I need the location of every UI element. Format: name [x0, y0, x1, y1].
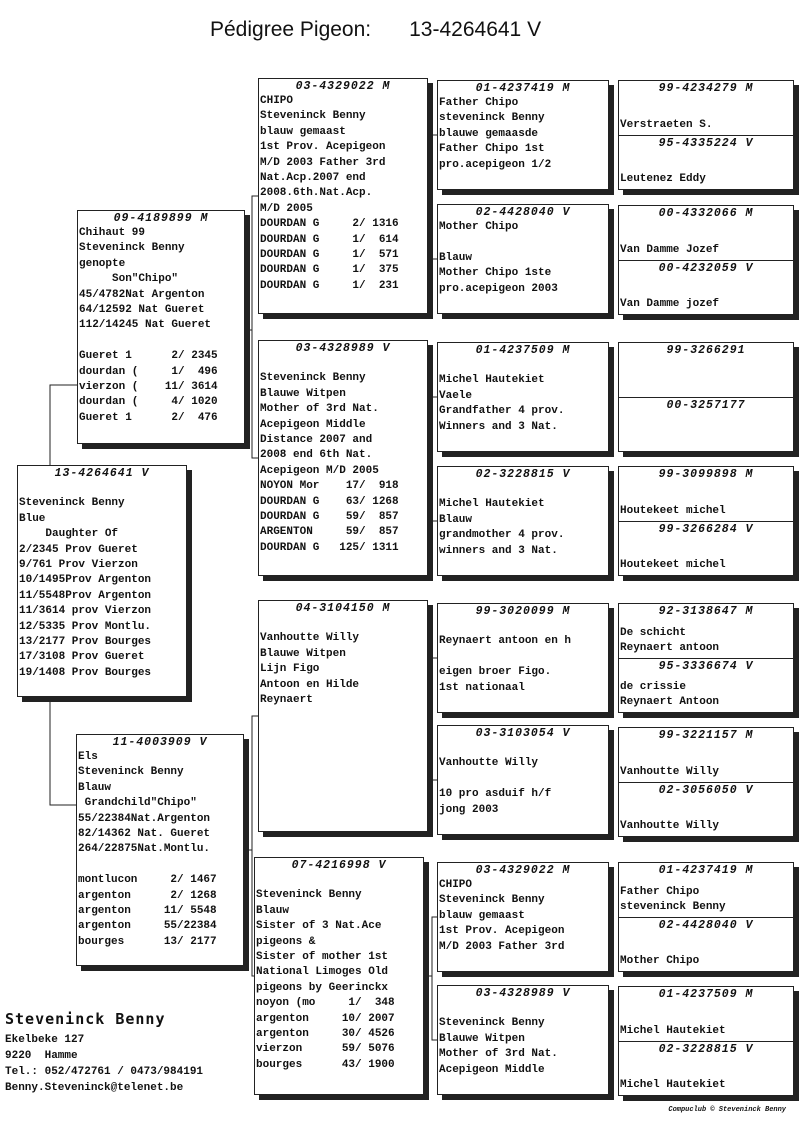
pigeon-info-line: argenton 55/22384 [78, 920, 217, 933]
pigeon-info-line: DOURDAN G 1/ 571 [260, 249, 399, 262]
pigeon-info-line [619, 489, 620, 504]
great-grandparent-card [437, 985, 609, 1095]
hen-entry [619, 782, 793, 836]
great-grandparent-card [437, 342, 609, 452]
pigeon-info-line: Van Damme Jozef [620, 243, 720, 256]
pigeon-info-line: 2008 end 6th Nat. [260, 449, 373, 462]
ring-number: 02-3056050 V [658, 784, 754, 797]
title-ring: 13-4264641 V [409, 18, 542, 41]
pigeon-info-line [259, 356, 427, 371]
pigeon-info-line: genopte [79, 257, 126, 270]
pigeon-info-line: 11/3614 prov Vierzon [19, 605, 152, 618]
pigeon-info-line: Blauwe Witpen [439, 1032, 525, 1045]
pigeon-info-line: dourdan ( 4/ 1020 [79, 396, 218, 409]
pigeon-info-line: dourdan ( 1/ 496 [79, 365, 218, 378]
great-grandparent-card [437, 725, 609, 835]
pigeon-info-line: 55/22384Nat.Argenton [78, 812, 211, 825]
owner-name: Steveninck Benny [5, 1010, 166, 1028]
owner-city: 9220 Hamme [5, 1050, 78, 1062]
pigeon-info-line: montlucon 2/ 1467 [78, 874, 217, 887]
ring-number: 01-4237419 M [658, 864, 754, 877]
pigeon-info-line: DOURDAN G 1/ 375 [260, 264, 399, 277]
pigeon-info-line: Gueret 1 2/ 476 [79, 411, 218, 424]
hen-entry [619, 397, 793, 451]
grandparent-card [258, 78, 428, 314]
pigeon-info-line [619, 228, 620, 243]
great-great-grandparents-pair [618, 862, 794, 972]
pigeon-info-line: Reynaert antoon [620, 641, 720, 654]
ring-number: 95-3336674 V [658, 660, 754, 673]
cock-entry [619, 467, 793, 521]
pigeon-info-line: Vanhoutte Willy [620, 765, 720, 778]
pigeon-info-line: Acepigeon M/D 2005 [260, 464, 379, 477]
pigeon-info-line: Mother of 3rd Nat. [260, 403, 379, 416]
pigeon-info-line [77, 858, 243, 873]
pigeon-info-line [619, 804, 620, 819]
pigeon-info-line: Van Damme jozef [620, 297, 720, 310]
ring-number: 00-3257177 [666, 399, 746, 412]
pigeon-info-line [619, 282, 620, 297]
pigeon-info-line [18, 481, 186, 496]
pigeon-info-line: Blauwe Witpen [260, 387, 346, 400]
hen-entry [619, 135, 793, 189]
dam-card [76, 734, 244, 966]
ring-number: 95-4335224 V [658, 137, 754, 150]
ring-number: 01-4237509 M [658, 988, 754, 1001]
pigeon-info-line: Steveninck Benny [439, 894, 545, 907]
ring-number: 99-4234279 M [658, 82, 754, 95]
cock-entry [619, 987, 793, 1041]
pigeon-info-line [78, 334, 244, 349]
pigeon-info-line: Mother Chipo [620, 954, 700, 967]
pigeon-info-line: 12/5335 Prov Montlu. [19, 620, 152, 633]
pigeon-info-line: noyon (mo 1/ 348 [256, 997, 395, 1010]
pigeon-info-line: Steveninck Benny [79, 242, 185, 255]
pigeon-info-line: Michel Hautekiet [439, 498, 545, 511]
pigeon-info-line: M/D 2003 Father 3rd [439, 940, 565, 953]
ring-number: 99-3221157 M [658, 729, 754, 742]
great-grandparent-card [437, 603, 609, 713]
pigeon-info-line: Mother Chipo [439, 221, 519, 233]
great-grandparent-card [437, 204, 609, 314]
pigeon-info-line: Steveninck Benny [78, 766, 184, 779]
pigeon-info-line: Michel Hautekiet [620, 1024, 726, 1037]
pigeon-info-line: NOYON Mor 17/ 918 [260, 480, 399, 493]
pigeon-info-line: Distance 2007 and [260, 434, 373, 447]
pigeon-info-line: Reynaert antoon en h [439, 635, 572, 648]
pigeon-info-line: DOURDAN G 63/ 1268 [260, 495, 399, 508]
owner-email[interactable]: Benny.Steveninck@telenet.be [5, 1082, 184, 1094]
pigeon-info-line: Son"Chipo" [79, 273, 179, 286]
ring-number: 11-4003909 V [112, 736, 208, 749]
ring-number: 99-3266284 V [658, 523, 754, 536]
pigeon-info-line: Steveninck Benny [19, 497, 125, 510]
pigeon-info-line: Grandfather 4 prov. [439, 405, 565, 418]
pigeon-info-line: De schicht [620, 626, 687, 639]
pigeon-info-line: M/D 2005 [260, 202, 313, 215]
ring-number: 13-4264641 V [54, 467, 150, 480]
pigeon-info-line [438, 235, 608, 250]
pigeon-info-line: 10/1495Prov Argenton [19, 574, 152, 587]
great-great-grandparents-pair [618, 986, 794, 1096]
pigeon-info-line [438, 741, 608, 756]
cock-entry [619, 863, 793, 917]
pigeon-info-line: DOURDAN G 1/ 231 [260, 279, 399, 292]
pigeon-info-line [619, 1063, 620, 1078]
pigeon-info-line: de crissie [620, 680, 687, 693]
pigeon-info-line: argenton 10/ 2007 [256, 1012, 395, 1025]
pigeon-info-line: 19/1408 Prov Bourges [19, 666, 152, 679]
pigeon-info-line: pigeons by Geerinckx [256, 981, 389, 994]
pigeon-info-line: vierzon 59/ 5076 [256, 1043, 395, 1056]
pigeon-info-line: CHIPO [260, 95, 294, 107]
pigeon-info-line [619, 1009, 620, 1024]
pigeon-info-line: Sister of mother 1st [256, 951, 389, 964]
pigeon-info-line: M/D 2003 Father 3rd [260, 156, 386, 169]
great-great-grandparents-pair [618, 603, 794, 713]
ring-number: 02-4428040 V [475, 206, 571, 219]
great-great-grandparents-pair [618, 205, 794, 315]
hen-entry [619, 260, 793, 314]
pigeon-info-line: Grandchild"Chipo" [78, 797, 197, 810]
pigeon-info-line: blauw gemaast [260, 125, 346, 138]
ring-number: 03-4329022 M [295, 80, 391, 93]
pigeon-info-line: Leutenez Eddy [620, 172, 706, 185]
pigeon-info-line: 64/12592 Nat Gueret [79, 304, 205, 317]
subject-pigeon-card [17, 465, 187, 697]
pigeon-info-line [438, 619, 608, 634]
pigeon-info-line: eigen broer Figo. [439, 666, 552, 679]
pigeon-info-line: Father Chipo [439, 97, 519, 109]
great-great-grandparents-pair [618, 727, 794, 837]
pigeon-info-line: Blauw [439, 251, 473, 264]
ring-number: 02-3228815 V [475, 468, 571, 481]
ring-number: 02-4428040 V [658, 919, 754, 932]
great-grandparent-card [437, 862, 609, 972]
ring-number: 01-4237419 M [475, 82, 571, 95]
pigeon-info-line: Michel Hautekiet [439, 374, 545, 387]
pigeon-info-line: Daughter Of [19, 528, 119, 541]
pigeon-info-line: 13/2177 Prov Bourges [19, 636, 152, 649]
pigeon-info-line: 45/4782Nat Argenton [79, 288, 205, 301]
pigeon-info-line: steveninck Benny [439, 112, 545, 125]
pigeon-info-line: 2/2345 Prov Gueret [19, 543, 138, 556]
pigeon-info-line: Antoon en Hilde [260, 678, 360, 691]
pigeon-info-line: Blauw [256, 904, 290, 917]
pigeon-info-line: Steveninck Benny [260, 110, 366, 123]
pigeon-info-line: DOURDAN G 125/ 1311 [260, 541, 399, 554]
great-great-grandparents-pair [618, 342, 794, 452]
cock-entry [619, 728, 793, 782]
ring-number: 99-3099898 M [658, 468, 754, 481]
pigeon-info-line: Steveninck Benny [439, 1017, 545, 1030]
pigeon-info-line: Father Chipo 1st [439, 143, 545, 156]
pigeon-info-line: 10 pro asduif h/f [439, 788, 552, 801]
pigeon-info-line: Steveninck Benny [260, 372, 366, 385]
pigeon-info-line: 112/14245 Nat Gueret [79, 319, 212, 332]
pigeon-info-line: Mother of 3rd Nat. [439, 1048, 558, 1061]
pigeon-info-line: argenton 30/ 4526 [256, 1028, 395, 1041]
pigeon-info-line: pro.acepigeon 1/2 [439, 158, 552, 171]
pigeon-info-line: Blauw [78, 781, 112, 794]
cock-entry [619, 604, 793, 658]
ring-number: 03-3103054 V [475, 727, 571, 740]
pigeon-info-line [438, 772, 608, 787]
pigeon-info-line: Winners and 3 Nat. [439, 420, 558, 433]
pigeon-info-line: Acepigeon Middle [439, 1063, 545, 1076]
pigeon-info-line: Nat.Acp.2007 end [260, 172, 366, 185]
grandparent-card [258, 600, 428, 832]
pigeon-info-line: Houtekeet michel [620, 558, 726, 571]
pigeon-info-line: Vanhoutte Willy [620, 819, 720, 832]
pigeon-info-line: jong 2003 [439, 803, 499, 816]
pigeon-info-line: winners and 3 Nat. [439, 544, 558, 557]
pigeon-info-line: Michel Hautekiet [620, 1078, 726, 1091]
pigeon-info-line [619, 103, 620, 118]
hen-entry [619, 658, 793, 712]
pigeon-info-line: 11/5548Prov Argenton [19, 589, 152, 602]
pigeon-info-line: Chihaut 99 [79, 227, 146, 239]
ring-number: 07-4216998 V [291, 859, 387, 872]
pigeon-info-line: 17/3108 Prov Gueret [19, 651, 145, 664]
ring-number: 02-3228815 V [658, 1043, 754, 1056]
pigeon-info-line: bourges 13/ 2177 [78, 935, 217, 948]
pigeon-info-line [259, 616, 427, 631]
pigeon-info-line: grandmother 4 prov. [439, 529, 565, 542]
footer-credit: Compuclub © Steveninck Benny [668, 1106, 786, 1114]
pigeon-info-line [438, 482, 608, 497]
pigeon-info-line: pigeons & [256, 935, 316, 948]
ring-number: 99-3266291 [666, 344, 746, 357]
cock-entry [619, 206, 793, 260]
pigeon-info-line: Blue [19, 512, 46, 525]
hen-entry [619, 1041, 793, 1095]
pigeon-info-line: bourges 43/ 1900 [256, 1058, 395, 1071]
pigeon-info-line: Lijn Figo [260, 663, 320, 676]
pigeon-info-line: CHIPO [439, 879, 473, 891]
great-grandparent-card [437, 80, 609, 190]
pigeon-info-line: DOURDAN G 1/ 614 [260, 233, 399, 246]
pigeon-info-line [619, 750, 620, 765]
pigeon-info-line: Father Chipo [620, 885, 700, 898]
pigeon-info-line: 82/14362 Nat. Gueret [78, 828, 211, 841]
pigeon-info-line: Reynaert [260, 694, 313, 707]
pigeon-info-line [255, 873, 423, 888]
pigeon-info-line: ARGENTON 59/ 857 [260, 526, 399, 539]
pigeon-info-line: 1st Prov. Acepigeon [439, 925, 565, 938]
pigeon-info-line: argenton 2/ 1268 [78, 889, 217, 902]
title-label: Pédigree Pigeon: [210, 18, 372, 41]
ring-number: 01-4237509 M [475, 344, 571, 357]
pigeon-info-line: argenton 11/ 5548 [78, 905, 217, 918]
pigeon-info-line: Blauw [439, 513, 473, 526]
pigeon-info-line: Sister of 3 Nat.Ace [256, 920, 382, 933]
pigeon-info-line: blauw gemaast [439, 909, 525, 922]
owner-phone: Tel.: 052/472761 / 0473/984191 [5, 1066, 204, 1078]
pigeon-info-line: 1st Prov. Acepigeon [260, 141, 386, 154]
pigeon-info-line [438, 358, 608, 373]
sire-card [77, 210, 245, 444]
pigeon-info-line: Gueret 1 2/ 2345 [79, 350, 218, 363]
ring-number: 03-4328989 V [295, 342, 391, 355]
pigeon-info-line: 9/761 Prov Vierzon [19, 559, 138, 572]
pigeon-info-line: 264/22875Nat.Montlu. [78, 843, 211, 856]
cock-entry [619, 81, 793, 135]
pigeon-info-line: Vaele [439, 389, 473, 402]
pigeon-info-line: Blauwe Witpen [260, 647, 346, 660]
pigeon-info-line [619, 543, 620, 558]
ring-number: 03-4329022 M [475, 864, 571, 877]
owner-address: Ekelbeke 127 [5, 1034, 85, 1046]
pigeon-info-line: Houtekeet michel [620, 504, 726, 517]
pigeon-info-line: Els [78, 751, 98, 763]
ring-number: 00-4332066 M [658, 207, 754, 220]
pigeon-info-line: steveninck Benny [620, 900, 726, 913]
pigeon-info-line [619, 157, 620, 172]
pigeon-info-line: Verstraeten S. [620, 118, 713, 131]
pigeon-info-line: Mother Chipo 1ste [439, 267, 552, 280]
pigeon-info-line [438, 650, 608, 665]
ring-number: 99-3020099 M [475, 605, 571, 618]
pigeon-info-line: Acepigeon Middle [260, 418, 366, 431]
ring-number: 92-3138647 M [658, 605, 754, 618]
grandparent-card [258, 340, 428, 576]
pigeon-info-line: National Limoges Old [256, 966, 389, 979]
pigeon-info-line: Steveninck Benny [256, 889, 362, 902]
hen-entry [619, 917, 793, 971]
ring-number: 00-4232059 V [658, 262, 754, 275]
cock-entry [619, 343, 793, 397]
pigeon-info-line: blauwe gemaasde [439, 127, 539, 140]
pigeon-info-line: Vanhoutte Willy [439, 757, 539, 770]
great-grandparent-card [437, 466, 609, 576]
pigeon-info-line: vierzon ( 11/ 3614 [79, 381, 218, 394]
great-great-grandparents-pair [618, 466, 794, 576]
grandparent-card [254, 857, 424, 1095]
pigeon-info-line: 2008.6th.Nat.Acp. [260, 187, 373, 200]
pigeon-info-line: 1st nationaal [439, 681, 525, 694]
pigeon-info-line: pro.acepigeon 2003 [439, 282, 558, 295]
pigeon-info-line: Reynaert Antoon [620, 695, 720, 708]
hen-entry [619, 521, 793, 575]
ring-number: 09-4189899 M [113, 212, 209, 225]
owner-contact [5, 1010, 203, 1096]
pigeon-info-line: DOURDAN G 59/ 857 [260, 511, 399, 524]
ring-number: 04-3104150 M [295, 602, 391, 615]
pigeon-info-line: DOURDAN G 2/ 1316 [260, 218, 399, 231]
pigeon-info-line: Vanhoutte Willy [260, 632, 360, 645]
ring-number: 03-4328989 V [475, 987, 571, 1000]
great-great-grandparents-pair [618, 80, 794, 190]
pigeon-info-line [438, 1001, 608, 1016]
